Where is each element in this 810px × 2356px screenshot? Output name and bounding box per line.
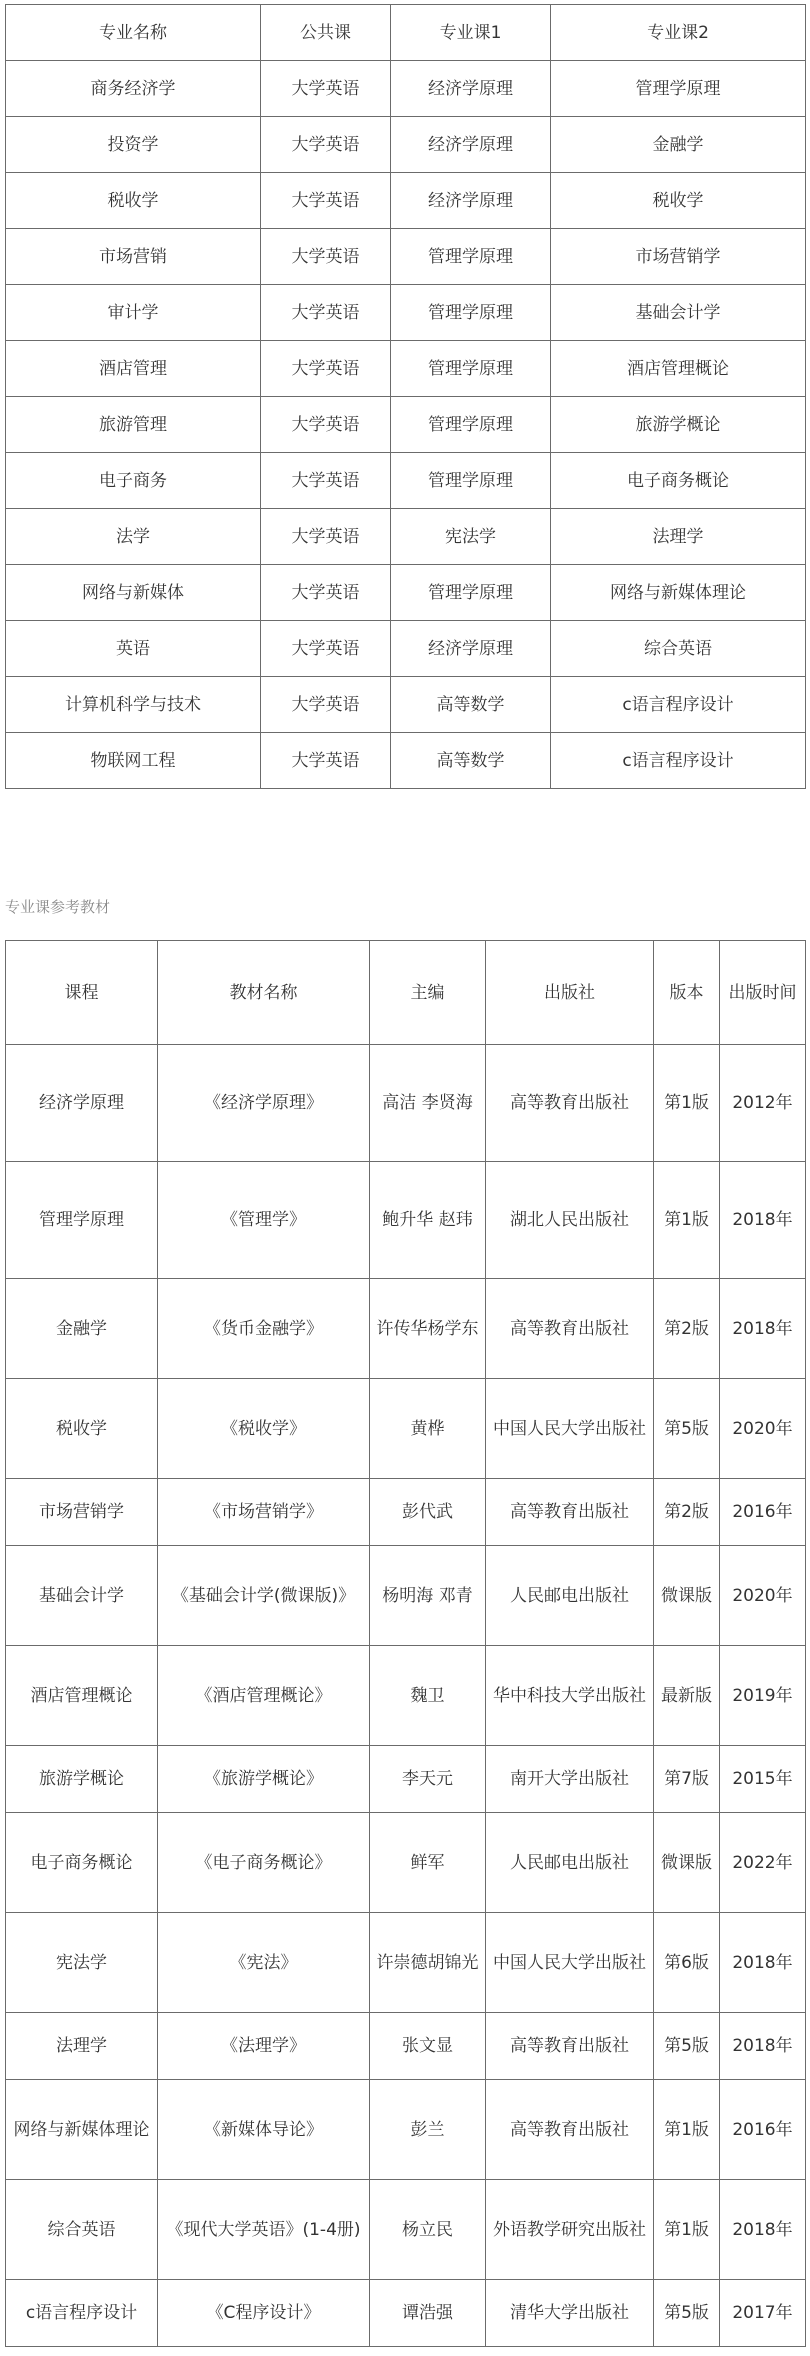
public-course-cell: 大学英语 bbox=[261, 453, 391, 509]
major-course-2-cell: 市场营销学 bbox=[551, 229, 806, 285]
textbook-name-cell: 《管理学》 bbox=[158, 1162, 370, 1279]
public-course-cell: 大学英语 bbox=[261, 173, 391, 229]
course-cell: 酒店管理概论 bbox=[6, 1646, 158, 1746]
textbook-name-cell: 《C程序设计》 bbox=[158, 2280, 370, 2347]
header-major-name: 专业名称 bbox=[6, 5, 261, 61]
publish-year-cell: 2012年 bbox=[720, 1045, 806, 1162]
publish-year-cell: 2022年 bbox=[720, 1813, 806, 1913]
textbook-name-cell: 《新媒体导论》 bbox=[158, 2080, 370, 2180]
editor-cell: 许传华杨学东 bbox=[370, 1279, 486, 1379]
major-name-cell: 投资学 bbox=[6, 117, 261, 173]
textbook-name-cell: 《旅游学概论》 bbox=[158, 1746, 370, 1813]
publisher-cell: 高等教育出版社 bbox=[486, 1279, 654, 1379]
major-course-2-cell: 税收学 bbox=[551, 173, 806, 229]
course-cell: 基础会计学 bbox=[6, 1546, 158, 1646]
publisher-cell: 清华大学出版社 bbox=[486, 2280, 654, 2347]
major-course-1-cell: 高等数学 bbox=[391, 733, 551, 789]
textbook-name-cell: 《现代大学英语》(1-4册) bbox=[158, 2180, 370, 2280]
public-course-cell: 大学英语 bbox=[261, 509, 391, 565]
major-course-1-cell: 管理学原理 bbox=[391, 285, 551, 341]
table-row bbox=[6, 2013, 806, 2080]
header-textbook-name: 教材名称 bbox=[158, 941, 370, 1045]
textbook-name-cell: 《宪法》 bbox=[158, 1913, 370, 2013]
public-course-cell: 大学英语 bbox=[261, 397, 391, 453]
table-row bbox=[6, 2180, 806, 2280]
course-cell: 管理学原理 bbox=[6, 1162, 158, 1279]
major-course-2-cell: 金融学 bbox=[551, 117, 806, 173]
publish-year-cell: 2016年 bbox=[720, 2080, 806, 2180]
editor-cell: 彭兰 bbox=[370, 2080, 486, 2180]
major-course-2-cell: 网络与新媒体理论 bbox=[551, 565, 806, 621]
publisher-cell: 人民邮电出版社 bbox=[486, 1813, 654, 1913]
course-cell: 经济学原理 bbox=[6, 1045, 158, 1162]
edition-cell: 第5版 bbox=[654, 2280, 720, 2347]
header-publisher: 出版社 bbox=[486, 941, 654, 1045]
public-course-cell: 大学英语 bbox=[261, 61, 391, 117]
textbook-name-cell: 《税收学》 bbox=[158, 1379, 370, 1479]
editor-cell: 鲜军 bbox=[370, 1813, 486, 1913]
table-row bbox=[6, 1746, 806, 1813]
major-name-cell: 计算机科学与技术 bbox=[6, 677, 261, 733]
course-cell: 市场营销学 bbox=[6, 1479, 158, 1546]
major-name-cell: 法学 bbox=[6, 509, 261, 565]
editor-cell: 高洁 李贤海 bbox=[370, 1045, 486, 1162]
table-row bbox=[6, 1913, 806, 2013]
major-course-2-cell: 基础会计学 bbox=[551, 285, 806, 341]
table-row bbox=[6, 1379, 806, 1479]
major-name-cell: 旅游管理 bbox=[6, 397, 261, 453]
major-course-1-cell: 宪法学 bbox=[391, 509, 551, 565]
textbook-name-cell: 《市场营销学》 bbox=[158, 1479, 370, 1546]
table-header-row bbox=[6, 5, 806, 61]
major-course-1-cell: 经济学原理 bbox=[391, 61, 551, 117]
publish-year-cell: 2018年 bbox=[720, 1913, 806, 2013]
major-course-2-cell: 综合英语 bbox=[551, 621, 806, 677]
edition-cell: 第6版 bbox=[654, 1913, 720, 2013]
major-course-2-cell: 电子商务概论 bbox=[551, 453, 806, 509]
table-row bbox=[6, 1279, 806, 1379]
table-row bbox=[6, 677, 806, 733]
course-cell: 金融学 bbox=[6, 1279, 158, 1379]
table-row bbox=[6, 2280, 806, 2347]
table-row bbox=[6, 565, 806, 621]
edition-cell: 微课版 bbox=[654, 1813, 720, 1913]
public-course-cell: 大学英语 bbox=[261, 117, 391, 173]
header-publish-year: 出版时间 bbox=[720, 941, 806, 1045]
public-course-cell: 大学英语 bbox=[261, 341, 391, 397]
publisher-cell: 中国人民大学出版社 bbox=[486, 1379, 654, 1479]
editor-cell: 李天元 bbox=[370, 1746, 486, 1813]
header-major-course-1: 专业课1 bbox=[391, 5, 551, 61]
major-course-2-cell: 法理学 bbox=[551, 509, 806, 565]
course-cell: 宪法学 bbox=[6, 1913, 158, 2013]
table-row bbox=[6, 397, 806, 453]
table-row bbox=[6, 2080, 806, 2180]
major-course-1-cell: 高等数学 bbox=[391, 677, 551, 733]
major-course-1-cell: 经济学原理 bbox=[391, 117, 551, 173]
editor-cell: 彭代武 bbox=[370, 1479, 486, 1546]
major-name-cell: 英语 bbox=[6, 621, 261, 677]
publisher-cell: 高等教育出版社 bbox=[486, 2080, 654, 2180]
table-row bbox=[6, 341, 806, 397]
public-course-cell: 大学英语 bbox=[261, 621, 391, 677]
edition-cell: 第1版 bbox=[654, 1045, 720, 1162]
major-name-cell: 酒店管理 bbox=[6, 341, 261, 397]
textbook-name-cell: 《酒店管理概论》 bbox=[158, 1646, 370, 1746]
public-course-cell: 大学英语 bbox=[261, 733, 391, 789]
table-row bbox=[6, 621, 806, 677]
editor-cell: 魏卫 bbox=[370, 1646, 486, 1746]
public-course-cell: 大学英语 bbox=[261, 565, 391, 621]
edition-cell: 第1版 bbox=[654, 2080, 720, 2180]
publish-year-cell: 2018年 bbox=[720, 1279, 806, 1379]
course-cell: 法理学 bbox=[6, 2013, 158, 2080]
edition-cell: 第2版 bbox=[654, 1279, 720, 1379]
major-name-cell: 商务经济学 bbox=[6, 61, 261, 117]
major-name-cell: 网络与新媒体 bbox=[6, 565, 261, 621]
textbook-name-cell: 《电子商务概论》 bbox=[158, 1813, 370, 1913]
textbook-name-cell: 《基础会计学(微课版)》 bbox=[158, 1546, 370, 1646]
table-row bbox=[6, 1479, 806, 1546]
edition-cell: 第1版 bbox=[654, 2180, 720, 2280]
edition-cell: 第1版 bbox=[654, 1162, 720, 1279]
publisher-cell: 高等教育出版社 bbox=[486, 2013, 654, 2080]
textbook-name-cell: 《法理学》 bbox=[158, 2013, 370, 2080]
major-name-cell: 市场营销 bbox=[6, 229, 261, 285]
course-cell: c语言程序设计 bbox=[6, 2280, 158, 2347]
edition-cell: 微课版 bbox=[654, 1546, 720, 1646]
table-row bbox=[6, 1162, 806, 1279]
course-cell: 电子商务概论 bbox=[6, 1813, 158, 1913]
major-course-1-cell: 管理学原理 bbox=[391, 397, 551, 453]
course-cell: 旅游学概论 bbox=[6, 1746, 158, 1813]
major-name-cell: 税收学 bbox=[6, 173, 261, 229]
table-row bbox=[6, 61, 806, 117]
publisher-cell: 华中科技大学出版社 bbox=[486, 1646, 654, 1746]
publish-year-cell: 2017年 bbox=[720, 2280, 806, 2347]
table-row bbox=[6, 229, 806, 285]
major-course-1-cell: 管理学原理 bbox=[391, 229, 551, 285]
editor-cell: 许崇德胡锦光 bbox=[370, 1913, 486, 2013]
publisher-cell: 湖北人民出版社 bbox=[486, 1162, 654, 1279]
publisher-cell: 南开大学出版社 bbox=[486, 1746, 654, 1813]
major-name-cell: 审计学 bbox=[6, 285, 261, 341]
public-course-cell: 大学英语 bbox=[261, 677, 391, 733]
major-course-1-cell: 管理学原理 bbox=[391, 565, 551, 621]
publish-year-cell: 2018年 bbox=[720, 2180, 806, 2280]
edition-cell: 第2版 bbox=[654, 1479, 720, 1546]
table-row bbox=[6, 173, 806, 229]
table-row bbox=[6, 1813, 806, 1913]
textbook-name-cell: 《货币金融学》 bbox=[158, 1279, 370, 1379]
table-header-row bbox=[6, 941, 806, 1045]
course-cell: 税收学 bbox=[6, 1379, 158, 1479]
course-cell: 综合英语 bbox=[6, 2180, 158, 2280]
publish-year-cell: 2020年 bbox=[720, 1546, 806, 1646]
publisher-cell: 高等教育出版社 bbox=[486, 1045, 654, 1162]
publisher-cell: 外语教学研究出版社 bbox=[486, 2180, 654, 2280]
publish-year-cell: 2018年 bbox=[720, 1162, 806, 1279]
table-row bbox=[6, 509, 806, 565]
major-course-1-cell: 管理学原理 bbox=[391, 453, 551, 509]
edition-cell: 第5版 bbox=[654, 1379, 720, 1479]
editor-cell: 杨立民 bbox=[370, 2180, 486, 2280]
table-row bbox=[6, 453, 806, 509]
editor-cell: 杨明海 邓青 bbox=[370, 1546, 486, 1646]
edition-cell: 最新版 bbox=[654, 1646, 720, 1746]
public-course-cell: 大学英语 bbox=[261, 229, 391, 285]
edition-cell: 第5版 bbox=[654, 2013, 720, 2080]
major-course-2-cell: 酒店管理概论 bbox=[551, 341, 806, 397]
header-edition: 版本 bbox=[654, 941, 720, 1045]
publisher-cell: 高等教育出版社 bbox=[486, 1479, 654, 1546]
header-editor: 主编 bbox=[370, 941, 486, 1045]
header-public-course: 公共课 bbox=[261, 5, 391, 61]
public-course-cell: 大学英语 bbox=[261, 285, 391, 341]
major-course-2-cell: 旅游学概论 bbox=[551, 397, 806, 453]
header-course: 课程 bbox=[6, 941, 158, 1045]
major-course-2-cell: 管理学原理 bbox=[551, 61, 806, 117]
publisher-cell: 人民邮电出版社 bbox=[486, 1546, 654, 1646]
publisher-cell: 中国人民大学出版社 bbox=[486, 1913, 654, 2013]
textbook-name-cell: 《经济学原理》 bbox=[158, 1045, 370, 1162]
publish-year-cell: 2019年 bbox=[720, 1646, 806, 1746]
editor-cell: 谭浩强 bbox=[370, 2280, 486, 2347]
publish-year-cell: 2016年 bbox=[720, 1479, 806, 1546]
table-row bbox=[6, 1045, 806, 1162]
table-row bbox=[6, 285, 806, 341]
edition-cell: 第7版 bbox=[654, 1746, 720, 1813]
reference-textbook-caption: 专业课参考教材 bbox=[5, 898, 111, 916]
major-name-cell: 物联网工程 bbox=[6, 733, 261, 789]
table-row bbox=[6, 733, 806, 789]
course-cell: 网络与新媒体理论 bbox=[6, 2080, 158, 2180]
table-row bbox=[6, 1646, 806, 1746]
publish-year-cell: 2018年 bbox=[720, 2013, 806, 2080]
major-course-1-cell: 经济学原理 bbox=[391, 173, 551, 229]
major-course-2-cell: c语言程序设计 bbox=[551, 733, 806, 789]
major-course-table bbox=[5, 4, 806, 789]
table-row bbox=[6, 117, 806, 173]
editor-cell: 鲍升华 赵玮 bbox=[370, 1162, 486, 1279]
header-major-course-2: 专业课2 bbox=[551, 5, 806, 61]
textbook-table bbox=[5, 940, 806, 2347]
major-course-1-cell: 管理学原理 bbox=[391, 341, 551, 397]
major-course-1-cell: 经济学原理 bbox=[391, 621, 551, 677]
editor-cell: 张文显 bbox=[370, 2013, 486, 2080]
major-name-cell: 电子商务 bbox=[6, 453, 261, 509]
table-row bbox=[6, 1546, 806, 1646]
publish-year-cell: 2020年 bbox=[720, 1379, 806, 1479]
major-course-2-cell: c语言程序设计 bbox=[551, 677, 806, 733]
editor-cell: 黄桦 bbox=[370, 1379, 486, 1479]
publish-year-cell: 2015年 bbox=[720, 1746, 806, 1813]
